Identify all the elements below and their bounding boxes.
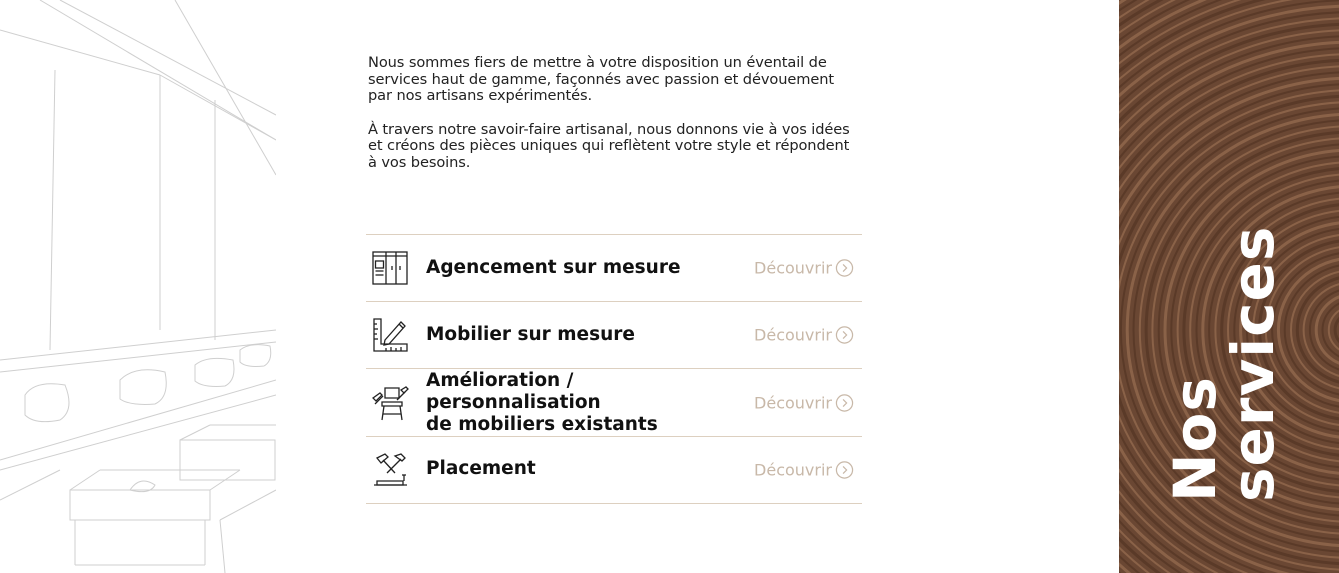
intro-paragraph-1: Nous sommes fiers de mettre à votre disposition un éventail de services haut de gamme, façonnés avec passion et dévouement par nos artisans expérimentés. xyxy=(368,54,834,104)
section-title-vertical xyxy=(1161,225,1287,502)
cabinet-icon xyxy=(371,249,409,287)
chevron-right-circle-icon xyxy=(835,461,854,480)
section-title-line-1: Nos xyxy=(1161,376,1229,502)
chevron-right-circle-icon xyxy=(835,259,854,278)
service-row-mobilier[interactable] xyxy=(366,302,862,369)
chair-tools-icon xyxy=(371,384,409,422)
discover-label: Découvrir xyxy=(754,325,832,345)
intro-paragraph-2: À travers notre savoir-faire artisanal, nous donnons vie à vos idées et créons des pièces uniques qui reflètent votre style et répondent à vos besoins. xyxy=(368,120,850,171)
chevron-right-circle-icon xyxy=(835,393,854,412)
service-row-amelioration[interactable] xyxy=(366,369,862,437)
service-row-placement[interactable] xyxy=(366,437,862,504)
service-title: Agencement sur mesure xyxy=(426,257,681,278)
service-title xyxy=(426,370,746,436)
discover-link[interactable] xyxy=(754,393,854,412)
discover-label: Découvrir xyxy=(754,258,832,278)
service-row-agencement[interactable] xyxy=(366,235,862,302)
service-title-line-2: de mobiliers existants xyxy=(426,413,658,435)
chevron-right-circle-icon xyxy=(835,326,854,345)
hammer-icon xyxy=(371,451,409,489)
discover-link[interactable] xyxy=(754,259,854,278)
ruler-pencil-icon xyxy=(371,316,409,354)
discover-link[interactable] xyxy=(754,461,854,480)
discover-label: Découvrir xyxy=(754,460,832,480)
service-title: Mobilier sur mesure xyxy=(426,324,635,345)
services-list xyxy=(366,234,862,504)
service-title-line-1: Amélioration / personnalisation xyxy=(426,369,601,413)
section-title-line-2: services xyxy=(1219,225,1287,502)
discover-label: Découvrir xyxy=(754,393,832,412)
intro-text xyxy=(368,55,860,188)
discover-link[interactable] xyxy=(754,326,854,345)
service-title: Placement xyxy=(426,458,536,479)
lounge-sketch-illustration xyxy=(0,0,276,573)
